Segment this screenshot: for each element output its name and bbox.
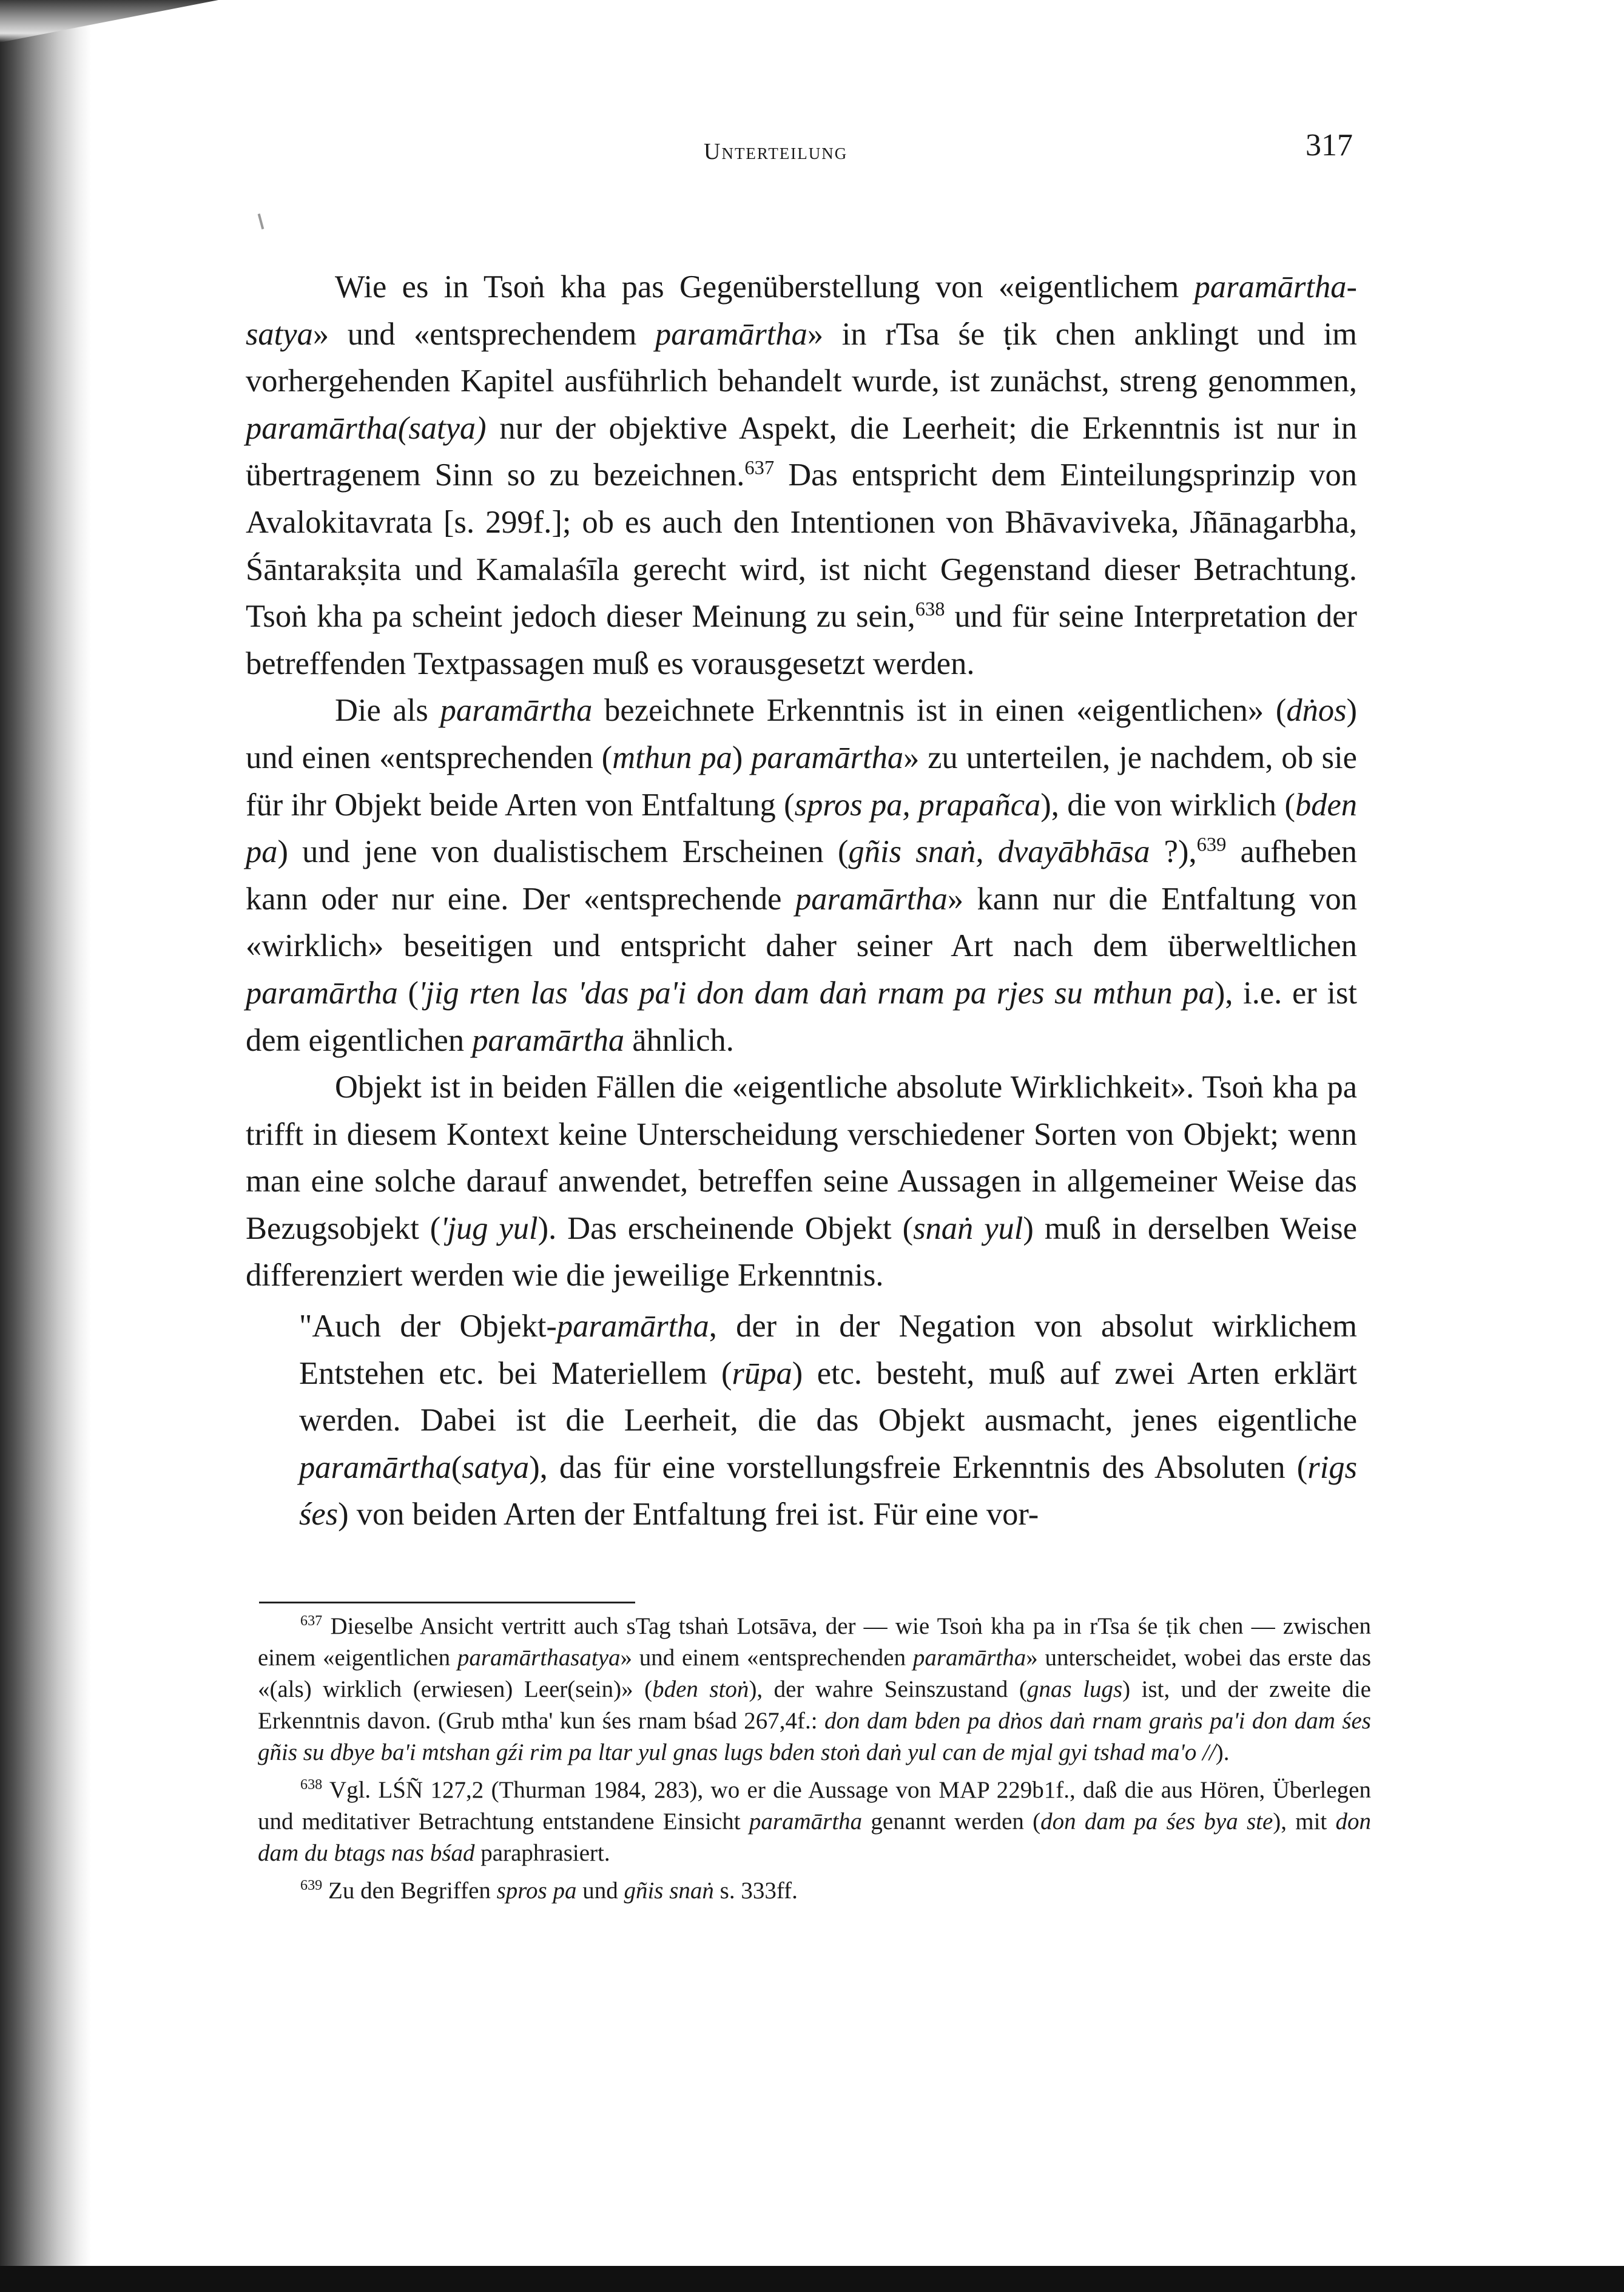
text-run: s. 333ff. [713, 1878, 798, 1904]
text-run: und [576, 1878, 624, 1904]
paragraph-1 [246, 264, 1357, 687]
emphasis: rigs śes [299, 1449, 1357, 1532]
emphasis: spros pa [496, 1878, 577, 1904]
text-run: ), die von wirklich ( [1040, 787, 1295, 823]
emphasis: paramārtha [246, 975, 398, 1011]
body-text [246, 264, 1357, 1539]
pencil-mark [258, 214, 264, 229]
text-run: ) von beiden Arten der Entfaltung frei ist. Für eine vor- [338, 1497, 1039, 1532]
emphasis: paramārtha(satya) [246, 410, 487, 446]
footnotes [258, 1611, 1371, 1913]
text-run: "Auch der Objekt- [299, 1309, 557, 1344]
footnote-639 [258, 1875, 1371, 1907]
emphasis: paramārtha [912, 1645, 1026, 1671]
emphasis: paramārtha-satya [246, 269, 1357, 352]
text-run: ( [451, 1449, 462, 1485]
emphasis: paramārtha [299, 1449, 451, 1485]
text-run: ) und jene von dualistischem Erscheinen ( [277, 834, 849, 870]
emphasis: paramārtha [749, 1808, 863, 1835]
text-run: ), i.e. er ist dem eigentlichen [246, 975, 1357, 1058]
text-run: » kann nur die Entfaltung von «wirklich» beseitigen und entspricht daher seiner Art nach dem überweltlichen [246, 881, 1357, 964]
text-run: nur der objektive Aspekt, die Leerheit; die Erkenntnis ist nur in übertragenem Sinn so zu bezeichnen. [246, 410, 1357, 493]
page-header [243, 127, 1353, 176]
emphasis: satya [462, 1449, 530, 1485]
text-run: » und «entsprechendem [312, 316, 656, 352]
text-run: Das entspricht dem Einteilungsprinzip von Avalokitavrata [s. 299f.]; ob es auch den Intentionen von Bhāvaviveka, Jñānagarbha, Śāntarakṣita und Kamalaśīla gerecht wird, ist nicht Gegenstand dieser Betrachtung. Tsoṅ kha pa scheint jedoch dieser Meinung zu sein, [246, 457, 1357, 635]
emphasis: dṅos [1286, 693, 1347, 729]
text-run: ), das für eine vorstellungsfreie Erkenntnis des Absoluten ( [529, 1449, 1308, 1485]
emphasis: don dam pa śes bya ste [1040, 1808, 1273, 1835]
text-run: Wie es in Tsoṅ kha pas Gegenüberstellung von «eigentlichem [335, 269, 1194, 305]
emphasis: gñis snaṅ, dvayābhāsa [848, 834, 1150, 870]
scan-shadow-corner [0, 0, 218, 42]
text-run: genannt werden ( [862, 1808, 1041, 1835]
footnote-rule [259, 1602, 635, 1603]
text-run: Objekt ist in beiden Fällen die «eigentliche absolute Wirklichkeit». Tsoṅ kha pa trifft in diesem Kontext keine Unterscheidung verschiedener Sorten von Objekt; wenn man eine solche darauf anwendet, betreffen seine Aussagen in allgemeiner Weise das Bezugsobjekt ( [246, 1070, 1357, 1246]
emphasis: paramārtha [472, 1022, 625, 1058]
emphasis: bden pa [246, 787, 1357, 870]
text-run: Zu den Begriffen [322, 1878, 497, 1904]
emphasis: paramārtha [795, 881, 948, 917]
emphasis: gñis snaṅ [624, 1878, 714, 1904]
text-run: ), der wahre Seinszustand ( [749, 1676, 1027, 1702]
text-run: , der in der Negation von absolut wirklichem Entstehen etc. bei Materiellem ( [299, 1309, 1357, 1391]
footnote-ref: 638 [915, 598, 945, 621]
emphasis: mthun pa [612, 740, 732, 775]
emphasis: 'jug yul [440, 1210, 538, 1246]
text-run: ). [1215, 1739, 1230, 1765]
text-run: ) ist, und der zweite die Erkenntnis davon. (Grub mtha' kun śes rnam bśad 267,4f.: [258, 1676, 1371, 1734]
emphasis: don dam du btags nas bśad [258, 1808, 1372, 1866]
emphasis: gnas lugs [1026, 1676, 1123, 1702]
text-run: ?), [1150, 834, 1197, 870]
text-run: » unterscheidet, wobei das erste das «(als) wirklich (erwiesen) Leer(sein)» ( [258, 1645, 1371, 1702]
text-run: ) muß in derselben Weise differenziert werden wie die jeweilige Erkenntnis. [246, 1210, 1357, 1293]
paragraph-2 [246, 687, 1357, 1064]
footnote-number: 639 [300, 1877, 323, 1893]
text-run: Dieselbe Ansicht vertritt auch sTag tshaṅ Lotsāva, der — wie Tsoṅ kha pa in rTsa śe ṭik chen — zwischen einem «eigentlichen [258, 1613, 1371, 1671]
footnote-637 [258, 1611, 1371, 1768]
footnote-number: 638 [300, 1776, 323, 1793]
text-run: » in rTsa śe ṭik chen anklingt und im vorhergehenden Kapitel ausführlich behandelt wurde, ist zunächst, streng genommen, [246, 316, 1357, 399]
text-run: ( [397, 975, 419, 1011]
text-run: » zu unterteilen, je nachdem, ob sie für ihr Objekt beide Arten von Entfaltung ( [246, 740, 1357, 823]
emphasis: paramārtha [655, 316, 807, 352]
scan-shadow-left [0, 0, 91, 2292]
page-number: 317 [1306, 128, 1353, 163]
text-run: Vgl. LŚÑ 127,2 (Thurman 1984, 283), wo er die Aussage von MAP 229b1f., daß die aus Hören, Überlegen und meditativer Betrachtung entstandene Einsicht [258, 1777, 1371, 1835]
scan-shadow-bottom [0, 2266, 1624, 2292]
block-quote [299, 1303, 1357, 1539]
emphasis: paramārtha [440, 693, 593, 729]
footnote-ref: 639 [1196, 834, 1227, 856]
text-run: ) etc. besteht, muß auf zwei Arten erklärt werden. Dabei ist die Leerheit, die das Objekt ausmacht, jenes eigentliche [299, 1355, 1358, 1438]
text-run: ). Das erscheinende Objekt ( [537, 1210, 914, 1246]
text-run: ) und einen «entsprechenden ( [246, 693, 1357, 775]
text-run: » und einem «entsprechenden [620, 1645, 913, 1671]
footnote-number: 637 [300, 1613, 323, 1629]
emphasis: bden stoṅ [652, 1676, 749, 1702]
text-run: ) [732, 740, 752, 775]
emphasis: 'jig rten las 'das pa'i don dam daṅ rnam pa rjes su mthun pa [419, 975, 1215, 1011]
running-head: Unterteilung [704, 139, 848, 164]
text-run: und für seine Interpretation der betreffenden Textpassagen muß es vorausgesetzt werden. [246, 599, 1357, 681]
emphasis: spros pa, prapañca [794, 787, 1041, 823]
emphasis: rūpa [732, 1355, 792, 1391]
text-run: aufheben kann oder nur eine. Der «entsprechende [246, 834, 1358, 917]
text-run: paraphrasiert. [474, 1840, 610, 1866]
footnote-638 [258, 1775, 1371, 1869]
text-run: ), mit [1273, 1808, 1336, 1835]
paragraph-3 [246, 1064, 1357, 1299]
emphasis: snaṅ yul [913, 1210, 1023, 1246]
emphasis: paramārthasatya [457, 1645, 621, 1671]
emphasis: don dam bden pa dṅos daṅ rnam graṅs pa'i don dam śes gñis su dbye ba'i mtshan gźi rim pa ltar yul gnas lugs bden stoṅ daṅ yul can de mjal gyi tshad ma'o // [258, 1708, 1371, 1765]
emphasis: paramārtha [556, 1309, 709, 1344]
text-run: Die als [335, 693, 440, 729]
emphasis: paramārtha [751, 740, 904, 775]
text-run: ähnlich. [624, 1022, 734, 1058]
footnote-ref: 637 [744, 457, 775, 479]
text-run: bezeichnete Erkenntnis ist in einen «eigentlichen» ( [592, 693, 1287, 729]
